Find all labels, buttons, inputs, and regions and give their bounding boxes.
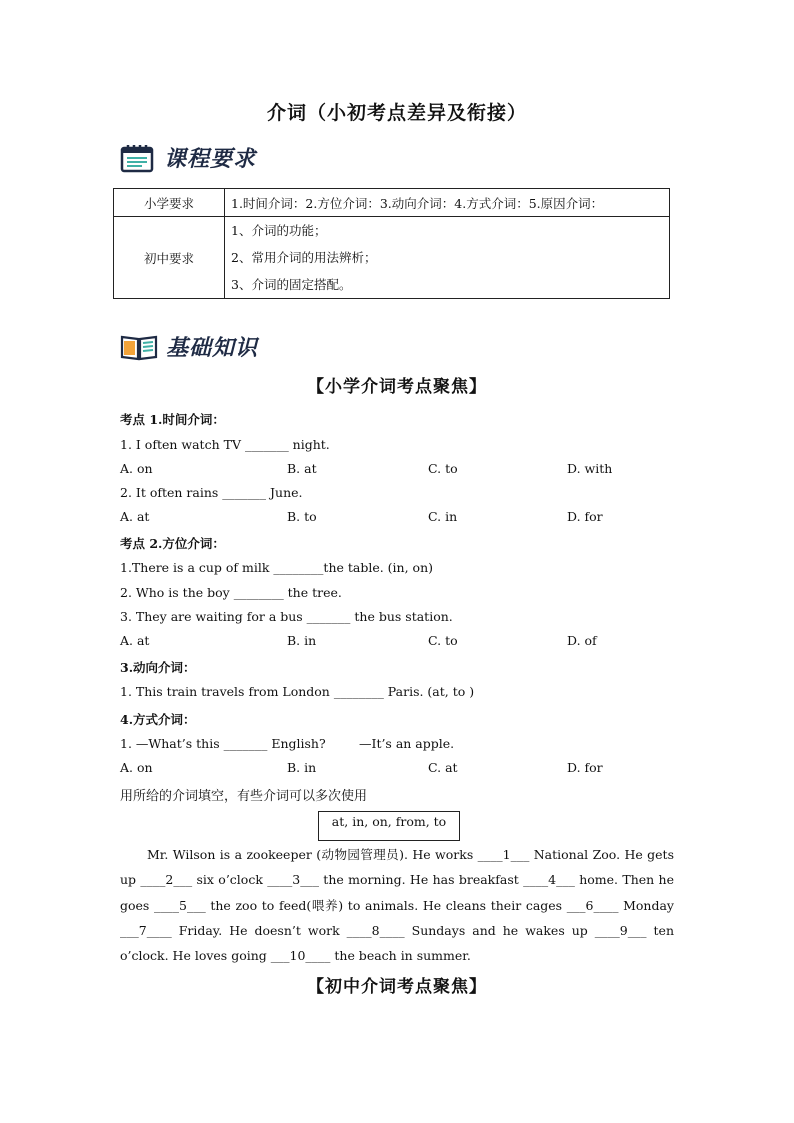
point1-question-2: 2. It often rains _______ June. <box>120 485 303 500</box>
fill-passage-text: Mr. Wilson is a zookeeper (动物园管理员). He works ____1___ National Zoo. He gets up ____2___ six o’clock ____3___ the morning. He has breakfast ____4___ home. Then he goes ____5___ the zoo to feed(喂养) to animals. He cleans their cages ___6____ Monday ___7____ Friday. He doesn’t work ____8____ Sundays and he wakes up ____9___ ten o’clock. He loves going ___10____ the beach in summer. <box>120 847 674 964</box>
point2-heading: 考点 2.方位介词： <box>120 536 225 551</box>
option-b: B. in <box>287 760 317 775</box>
point3-question-1: 1. This train travels from London ________ Paris. (at, to ) <box>120 684 475 699</box>
section-basics-header <box>120 331 258 362</box>
option-c: C. at <box>428 760 458 775</box>
focus-middle-heading: 【初中介词考点聚焦】 <box>307 977 487 997</box>
section-course-header <box>120 142 256 173</box>
table-row <box>114 189 670 217</box>
section-basics-title: 基础知识 <box>166 336 259 361</box>
option-b: B. in <box>287 633 317 648</box>
table-cell-value: 1.时间介词：2.方位介词：3.动向介词：4.方式介词：5.原因介词： <box>225 189 670 217</box>
section-course-title: 课程要求 <box>164 147 257 172</box>
table-cell-key: 初中要求 <box>114 217 225 299</box>
option-d: D. with <box>567 461 613 476</box>
option-a: A. on <box>120 461 153 476</box>
option-c: C. in <box>428 509 458 524</box>
requirements-table <box>113 188 670 299</box>
page-title: 介词（小初考点差异及衔接） <box>266 102 527 124</box>
point4-heading: 4.方式介词： <box>120 712 196 727</box>
table-row <box>114 217 670 299</box>
point3-heading: 3.动向介词： <box>120 660 196 675</box>
requirement-line: 2、常用介词的用法辨析； <box>231 250 377 265</box>
option-d: D. of <box>567 633 597 648</box>
word-bank-box: at, in, on, from, to <box>318 811 460 841</box>
option-a: A. on <box>120 760 153 775</box>
option-d: D. for <box>567 760 603 775</box>
point2-question-1: 1.There is a cup of milk ________the table. (in, on) <box>120 560 434 575</box>
point1-question-1: 1. I often watch TV _______ night. <box>120 437 330 452</box>
requirement-line: 3、介词的固定搭配。 <box>231 277 352 292</box>
option-b: B. at <box>287 461 317 476</box>
option-a: A. at <box>120 509 150 524</box>
point2-question-3: 3. They are waiting for a bus _______ the bus station. <box>120 609 453 624</box>
option-c: C. to <box>428 633 458 648</box>
point4-answer-1: —It’s an apple. <box>359 736 455 751</box>
point2-question-2: 2. Who is the boy ________ the tree. <box>120 585 342 600</box>
table-cell-key: 小学要求 <box>114 189 225 217</box>
fill-instruction: 用所给的介词填空，有些介词可以多次使用 <box>120 789 368 804</box>
option-c: C. to <box>428 461 458 476</box>
focus-primary-heading: 【小学介词考点聚焦】 <box>307 377 487 397</box>
point4-question-1: 1. —What’s this _______ English? <box>120 736 326 751</box>
option-b: B. to <box>287 509 317 524</box>
option-a: A. at <box>120 633 150 648</box>
notepad-icon <box>120 143 156 173</box>
fill-passage <box>120 842 674 968</box>
requirement-line: 1、介词的功能； <box>231 223 327 238</box>
option-d: D. for <box>567 509 603 524</box>
point1-heading: 考点 1.时间介词： <box>120 412 225 427</box>
open-book-icon <box>120 333 158 361</box>
table-cell-value <box>225 217 670 299</box>
